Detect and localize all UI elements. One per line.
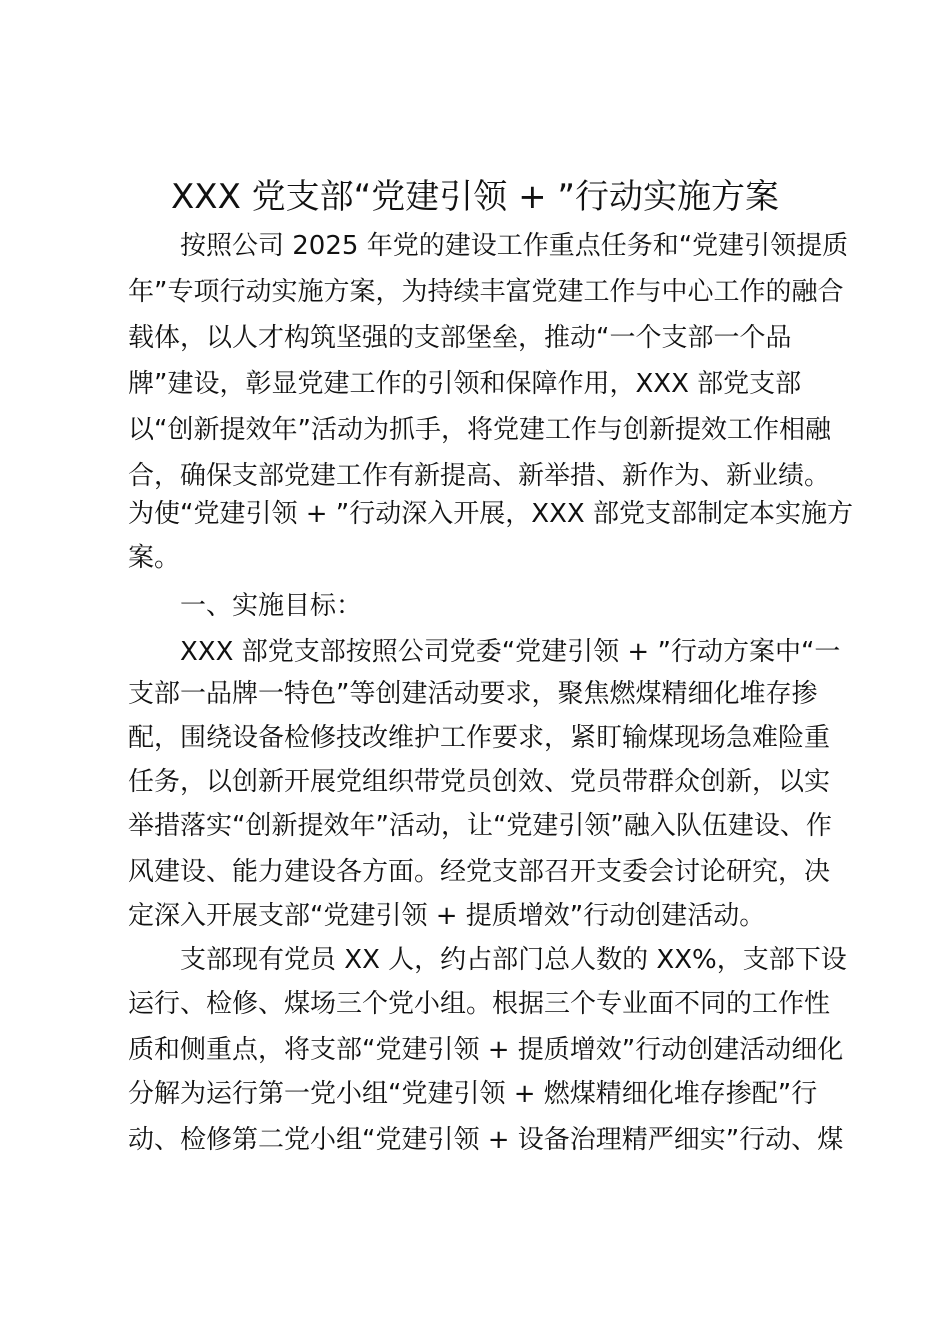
text-line: 支部现有党员 XX 人，约占部门总人数的 XX%，支部下设 [180,945,847,975]
text-line: 案。 [128,543,181,573]
section-heading: 一、实施目标： [180,591,363,621]
text-line: 载体，以人才构筑坚强的支部堡垒，推动“一个支部一个品 [128,323,792,353]
text-line: 风建设、能力建设各方面。经党支部召开支委会讨论研究，决 [128,857,831,887]
text-line: 支部一品牌一特色”等创建活动要求，聚焦燃煤精细化堆存掺 [128,679,818,709]
text-line: 配，围绕设备检修技改维护工作要求，紧盯输煤现场急难险重 [128,723,831,753]
text-line: 动、检修第二党小组“党建引领 + 设备治理精严细实”行动、煤 [128,1125,844,1155]
text-line: 定深入开展支部“党建引领 + 提质增效”行动创建活动。 [128,901,766,931]
text-line: 年”专项行动实施方案，为持续丰富党建工作与中心工作的融合 [128,277,844,307]
document-title: XXX 党支部“党建引领 + ”行动实施方案 [170,177,779,217]
text-line: 按照公司 2025 年党的建设工作重点任务和“党建引领提质 [180,231,849,261]
text-line: 分解为运行第一党小组“党建引领 + 燃煤精细化堆存掺配”行 [128,1079,818,1109]
text-line: 牌”建设，彰显党建工作的引领和保障作用，XXX 部党支部 [128,369,802,399]
text-line: 以“创新提效年”活动为抓手，将党建工作与创新提效工作相融 [128,415,831,445]
text-line: 举措落实“创新提效年”活动，让“党建引领”融入队伍建设、作 [128,811,832,841]
text-line: 运行、检修、煤场三个党小组。根据三个专业面不同的工作性 [128,989,831,1019]
text-line: 质和侧重点，将支部“党建引领 + 提质增效”行动创建活动细化 [128,1035,844,1065]
text-line: 为使“党建引领 + ”行动深入开展，XXX 部党支部制定本实施方 [128,499,853,529]
text-line: 任务，以创新开展党组织带党员创效、党员带群众创新，以实 [128,767,831,797]
text-line: 合，确保支部党建工作有新提高、新举措、新作为、新业绩。 [128,461,831,491]
text-line: XXX 部党支部按照公司党委“党建引领 + ”行动方案中“一 [180,637,841,667]
